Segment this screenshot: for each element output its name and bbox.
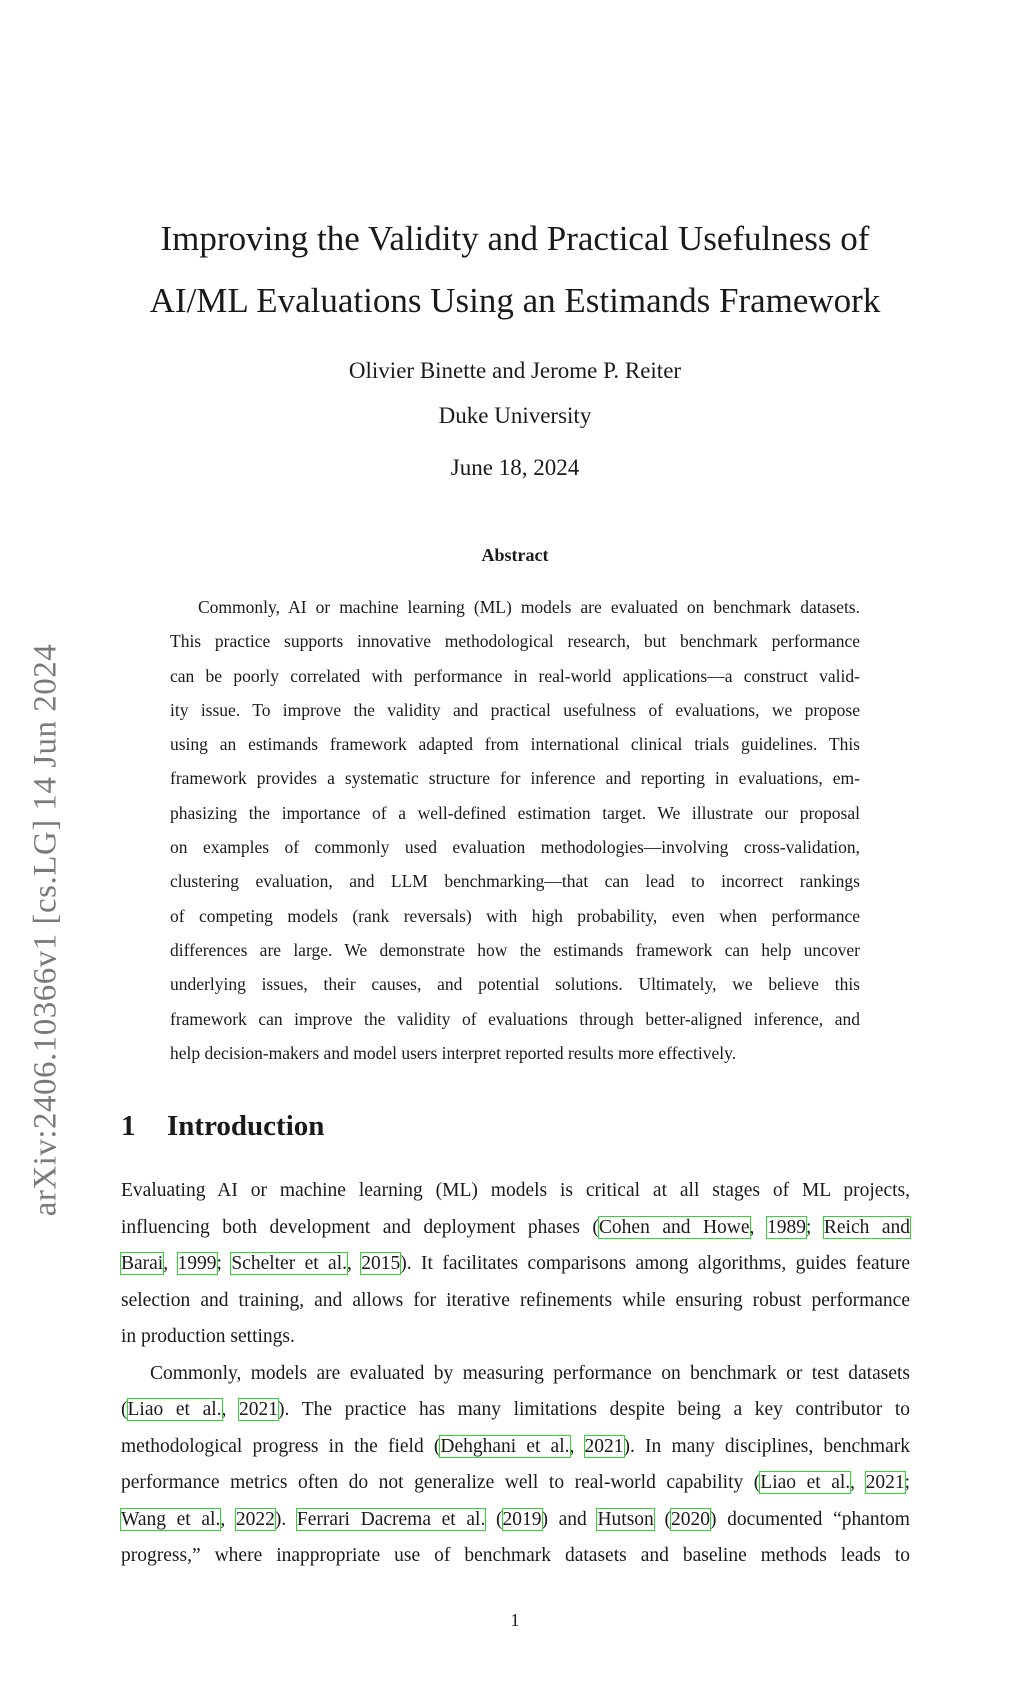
abstract-line: framework can improve the validity of evaluations through better-aligned inference, and: [170, 1008, 860, 1029]
citation-link[interactable]: 2021: [584, 1435, 624, 1457]
citation-link[interactable]: Ferrari Dacrema et al.: [296, 1508, 486, 1530]
abstract-body: [170, 590, 860, 1070]
author-list: Olivier Binette and Jerome P. Reiter: [348, 358, 682, 383]
citation-link[interactable]: 2021: [239, 1399, 279, 1420]
abstract-line: underlying issues, their causes, and potential solutions. Ultimately, we believe this: [170, 974, 860, 995]
abstract-line: can be poorly correlated with performance in real-world applications—a construct valid-: [170, 665, 860, 686]
paragraph-line: Commonly, models are evaluated by measuring performance on benchmark or test datasets: [150, 1362, 910, 1384]
paragraph-line: Wang et al., 2022). Ferrari Dacrema et al. (2019) and Hutson (2020) documented “phantom: [121, 1508, 910, 1530]
abstract-line: phasizing the importance of a well-defined estimation target. We illustrate our proposal: [170, 802, 860, 823]
citation-link[interactable]: 2021: [865, 1472, 905, 1493]
paragraph-line: (Liao et al., 2021). The practice has many limitations despite being a key contributor to: [121, 1399, 910, 1420]
abstract-line: clustering evaluation, and LLM benchmarking—that can lead to incorrect rankings: [170, 871, 860, 892]
section-heading-introduction: [121, 1110, 324, 1143]
citation-link[interactable]: Hutson: [597, 1508, 654, 1530]
citation-link[interactable]: Cohen and Howe: [598, 1216, 750, 1238]
citation-link[interactable]: Wang et al.: [121, 1508, 221, 1530]
abstract-line: ity issue. To improve the validity and practical usefulness of evaluations, we propose: [170, 699, 860, 720]
section-number: 1: [121, 1110, 136, 1142]
citation-link[interactable]: 2022: [235, 1508, 275, 1530]
citation-link[interactable]: Liao et al.: [760, 1472, 851, 1493]
title-line: AI/ML Evaluations Using an Estimands Framework: [149, 281, 881, 320]
publication-date: June 18, 2024: [450, 455, 580, 480]
paragraph-line: selection and training, and allows for iterative refinements while ensuring robust performance: [121, 1289, 910, 1311]
abstract-line: help decision-makers and model users interpret reported results more effectively.: [170, 1042, 737, 1063]
paragraph-line: performance metrics often do not generalize well to real-world capability (Liao et al., 2021;: [121, 1472, 910, 1493]
abstract-line: using an estimands framework adapted from international clinical trials guidelines. This: [170, 734, 860, 755]
arxiv-identifier-stamp: arXiv:2406.10366v1 [cs.LG] 14 Jun 2024: [27, 643, 64, 1217]
citation-link[interactable]: 1989: [766, 1216, 806, 1238]
paragraph-line: in production settings.: [121, 1326, 295, 1347]
citation-link[interactable]: Barai: [121, 1253, 164, 1274]
citation-link[interactable]: 2020: [670, 1508, 710, 1530]
abstract-line: framework provides a systematic structure for inference and reporting in evaluations, em-: [170, 768, 860, 789]
paragraph-line: Evaluating AI or machine learning (ML) models is critical at all stages of ML projects,: [121, 1180, 910, 1201]
abstract-line: Commonly, AI or machine learning (ML) models are evaluated on benchmark datasets.: [198, 597, 860, 617]
abstract-line: differences are large. We demonstrate how the estimands framework can help uncover: [170, 939, 860, 960]
paragraph-line: Barai, 1999; Schelter et al., 2015). It facilitates comparisons among algorithms, guides feature: [121, 1253, 910, 1274]
citation-link[interactable]: Schelter et al.: [231, 1253, 347, 1274]
citation-link[interactable]: 1999: [177, 1253, 217, 1274]
citation-link[interactable]: 2015: [361, 1253, 401, 1274]
abstract-heading: Abstract: [481, 545, 549, 565]
paragraph-line: influencing both development and deployment phases (Cohen and Howe, 1989; Reich and: [121, 1216, 910, 1238]
abstract-line: This practice supports innovative methodological research, but benchmark performance: [170, 631, 860, 652]
paragraph-line: progress,” where inappropriate use of benchmark datasets and baseline methods leads to: [121, 1545, 910, 1566]
abstract-line: on examples of commonly used evaluation methodologies—involving cross-validation,: [170, 837, 860, 858]
citation-link[interactable]: 2019: [502, 1508, 542, 1530]
abstract-line: of competing models (rank reversals) with high probability, even when performance: [170, 905, 860, 926]
page-number: 1: [510, 1610, 520, 1630]
introduction-body: [121, 1173, 910, 1575]
paper-title: [120, 208, 910, 332]
title-line: Improving the Validity and Practical Usefulness of: [160, 219, 870, 258]
citation-link[interactable]: Reich and: [823, 1216, 910, 1238]
author-affiliation: Duke University: [438, 403, 592, 428]
citation-link[interactable]: Liao et al.: [127, 1399, 222, 1420]
section-title: Introduction: [167, 1110, 325, 1142]
citation-link[interactable]: Dehghani et al.: [440, 1435, 570, 1457]
paragraph-line: methodological progress in the field (Dehghani et al., 2021). In many disciplines, benchmark: [121, 1435, 910, 1457]
